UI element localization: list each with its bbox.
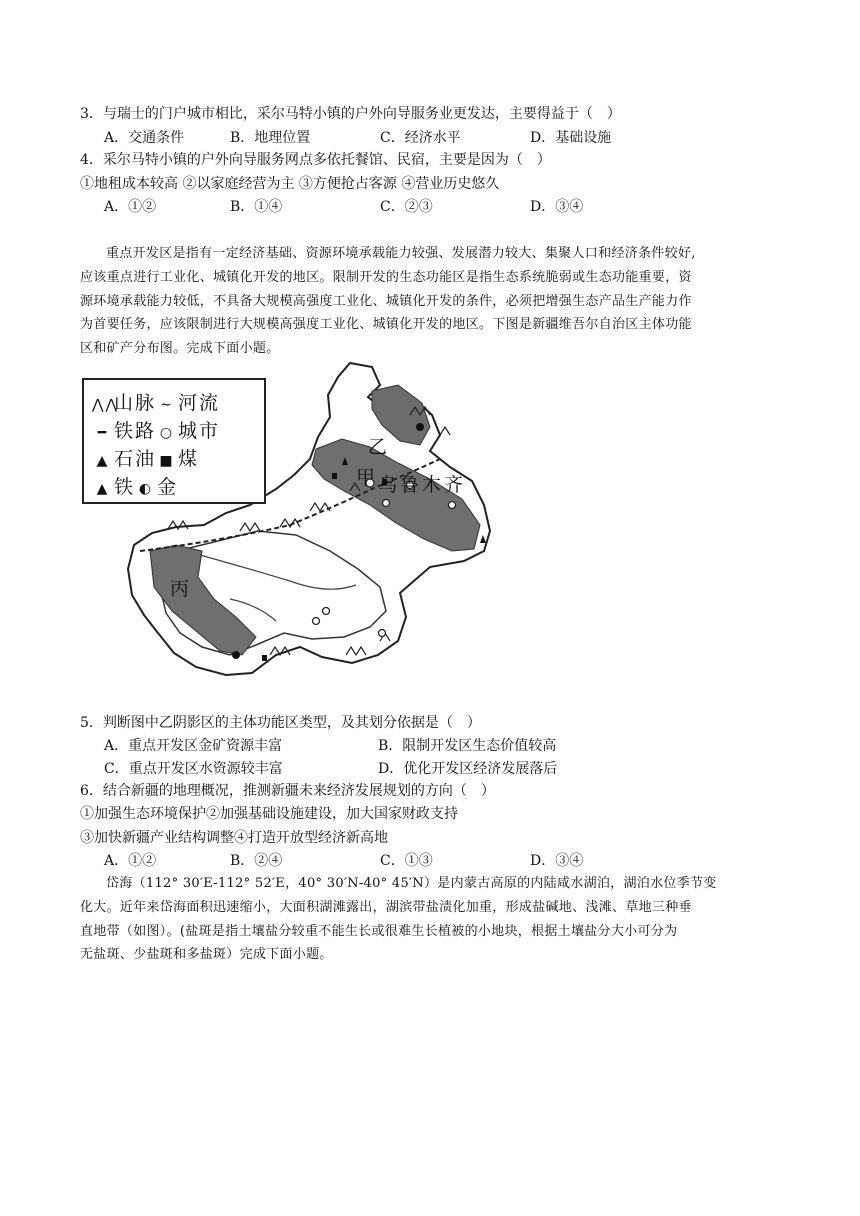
option-a[interactable]: A．①② bbox=[104, 853, 157, 869]
gold-icon: ◐ bbox=[138, 481, 154, 497]
question-5-stem: 5．判断图中乙阴影区的主体功能区类型，及其划分依据是（ ） bbox=[80, 715, 481, 731]
question-4-items: ①地租成本较高 ②以家庭经营为主 ③方便抢占客源 ④营业历史悠久 bbox=[80, 176, 500, 192]
passage-line: 岱海（112° 30′E-112° 52′E，40° 30′N-40° 45′N）是内蒙古高原的内陆咸水湖泊，湖泊水位季节变 bbox=[106, 876, 717, 891]
passage-line: 重点开发区是指有一定经济基础、资源环境承载能力较强、发展潜力较大、集聚人口和经济条件较好, bbox=[106, 246, 696, 261]
map-legend bbox=[82, 378, 266, 504]
option-b[interactable]: B．地理位置 bbox=[230, 130, 311, 146]
map-label-yi: 乙 bbox=[368, 436, 388, 458]
question-4-stem: 4．采尔马特小镇的户外向导服务网点多依托餐馆、民宿，主要是因为（ ） bbox=[80, 152, 551, 168]
question-4-options bbox=[104, 197, 664, 217]
passage-line: 无盐斑、少盐斑和多盐斑）完成下面小题。 bbox=[80, 947, 333, 963]
mountain-icon: ⋀⋀ bbox=[92, 397, 119, 413]
passage-line: 为首要任务，应该限制进行大规模高强度工业化、城镇化开发的地区。下图是新疆维吾尔自治区主体功能 bbox=[80, 317, 692, 333]
passage-line: 区和矿产分布图。完成下面小题。 bbox=[80, 341, 280, 357]
option-a[interactable]: A．①② bbox=[104, 199, 157, 215]
map-label-urumqi: 乌鲁木齐 bbox=[378, 474, 467, 496]
question-5-options bbox=[104, 736, 704, 756]
passage-line: 直地带（如图）。(盐斑是指土壤盐分较重不能生长或很难生长植被的小地块，根据土壤盐分大小可分为 bbox=[80, 923, 678, 939]
oil-icon: ▲ bbox=[96, 453, 110, 469]
passage-line: 化大。近年来岱海面积迅速缩小，大面积湖滩露出，湖滨带盐渍化加重，形成盐碱地、浅滩、草地三种垂 bbox=[80, 899, 692, 915]
legend-mountain: 山脉 bbox=[114, 392, 157, 414]
legend-coal: 煤 bbox=[178, 448, 200, 470]
option-a[interactable]: A．重点开发区金矿资源丰富 bbox=[104, 738, 283, 754]
question-6-stem: 6．结合新疆的地理概况，推测新疆未来经济发展规划的方向（ ） bbox=[80, 783, 495, 799]
option-c[interactable]: C．②③ bbox=[380, 199, 433, 215]
option-d[interactable]: D．优化开发区经济发展落后 bbox=[378, 761, 558, 777]
option-c[interactable]: C．重点开发区水资源较丰富 bbox=[104, 761, 283, 777]
map-label-bing: 丙 bbox=[170, 578, 190, 600]
option-d[interactable]: D．③④ bbox=[530, 199, 584, 215]
passage-main-function-zones bbox=[80, 242, 696, 361]
city-icon: ○ bbox=[159, 425, 175, 441]
legend-iron: 铁 bbox=[114, 476, 136, 498]
map-label-jia: 甲 bbox=[356, 467, 376, 489]
option-d[interactable]: D．基础设施 bbox=[530, 130, 612, 146]
option-b[interactable]: B．①④ bbox=[230, 199, 283, 215]
option-d[interactable]: D．③④ bbox=[530, 853, 584, 869]
question-6-options bbox=[104, 851, 664, 871]
legend-city: 城市 bbox=[178, 420, 221, 442]
railway-icon: ━ bbox=[97, 425, 109, 441]
option-c[interactable]: C．经济水平 bbox=[380, 130, 461, 146]
passage-line: 源环境承载能力较低，不具备大规模高强度工业化、城镇化开发的条件，必须把增强生态产品生产能力作 bbox=[80, 293, 692, 309]
legend-row-railway-city bbox=[92, 416, 220, 443]
iron-icon: ▲ bbox=[96, 481, 110, 497]
question-3-options bbox=[104, 128, 664, 148]
legend-row-oil-coal bbox=[92, 444, 199, 471]
passage-line: 应该重点进行工业化、城镇化开发的地区。限制开发的生态功能区是指生态系统脆弱或生态功能重要，资 bbox=[80, 269, 692, 285]
question-6-items-2: ③加快新疆产业结构调整④打造开放型经济新高地 bbox=[80, 830, 388, 846]
coal-icon: ■ bbox=[159, 453, 175, 469]
legend-gold: 金 bbox=[157, 476, 179, 498]
river-icon: ∼ bbox=[160, 397, 174, 413]
legend-row-iron-gold bbox=[92, 472, 178, 499]
legend-railway: 铁路 bbox=[114, 420, 157, 442]
legend-oil: 石油 bbox=[114, 448, 157, 470]
legend-river: 河流 bbox=[178, 392, 221, 414]
passage-daihai-lake bbox=[80, 872, 717, 967]
option-c[interactable]: C．①③ bbox=[380, 853, 433, 869]
option-a[interactable]: A．交通条件 bbox=[104, 130, 185, 146]
question-6-items-1: ①加强生态环境保护②加强基础设施建设，加大国家财政支持 bbox=[80, 806, 458, 822]
option-b[interactable]: B．②④ bbox=[230, 853, 283, 869]
question-3-stem: 3．与瑞士的门户城市相比，采尔马特小镇的户外向导服务业更发达，主要得益于（ ） bbox=[80, 106, 621, 122]
legend-row-mountain-river bbox=[92, 388, 220, 415]
option-b[interactable]: B．限制开发区生态价值较高 bbox=[378, 738, 557, 754]
question-5-options-row2 bbox=[104, 759, 704, 779]
